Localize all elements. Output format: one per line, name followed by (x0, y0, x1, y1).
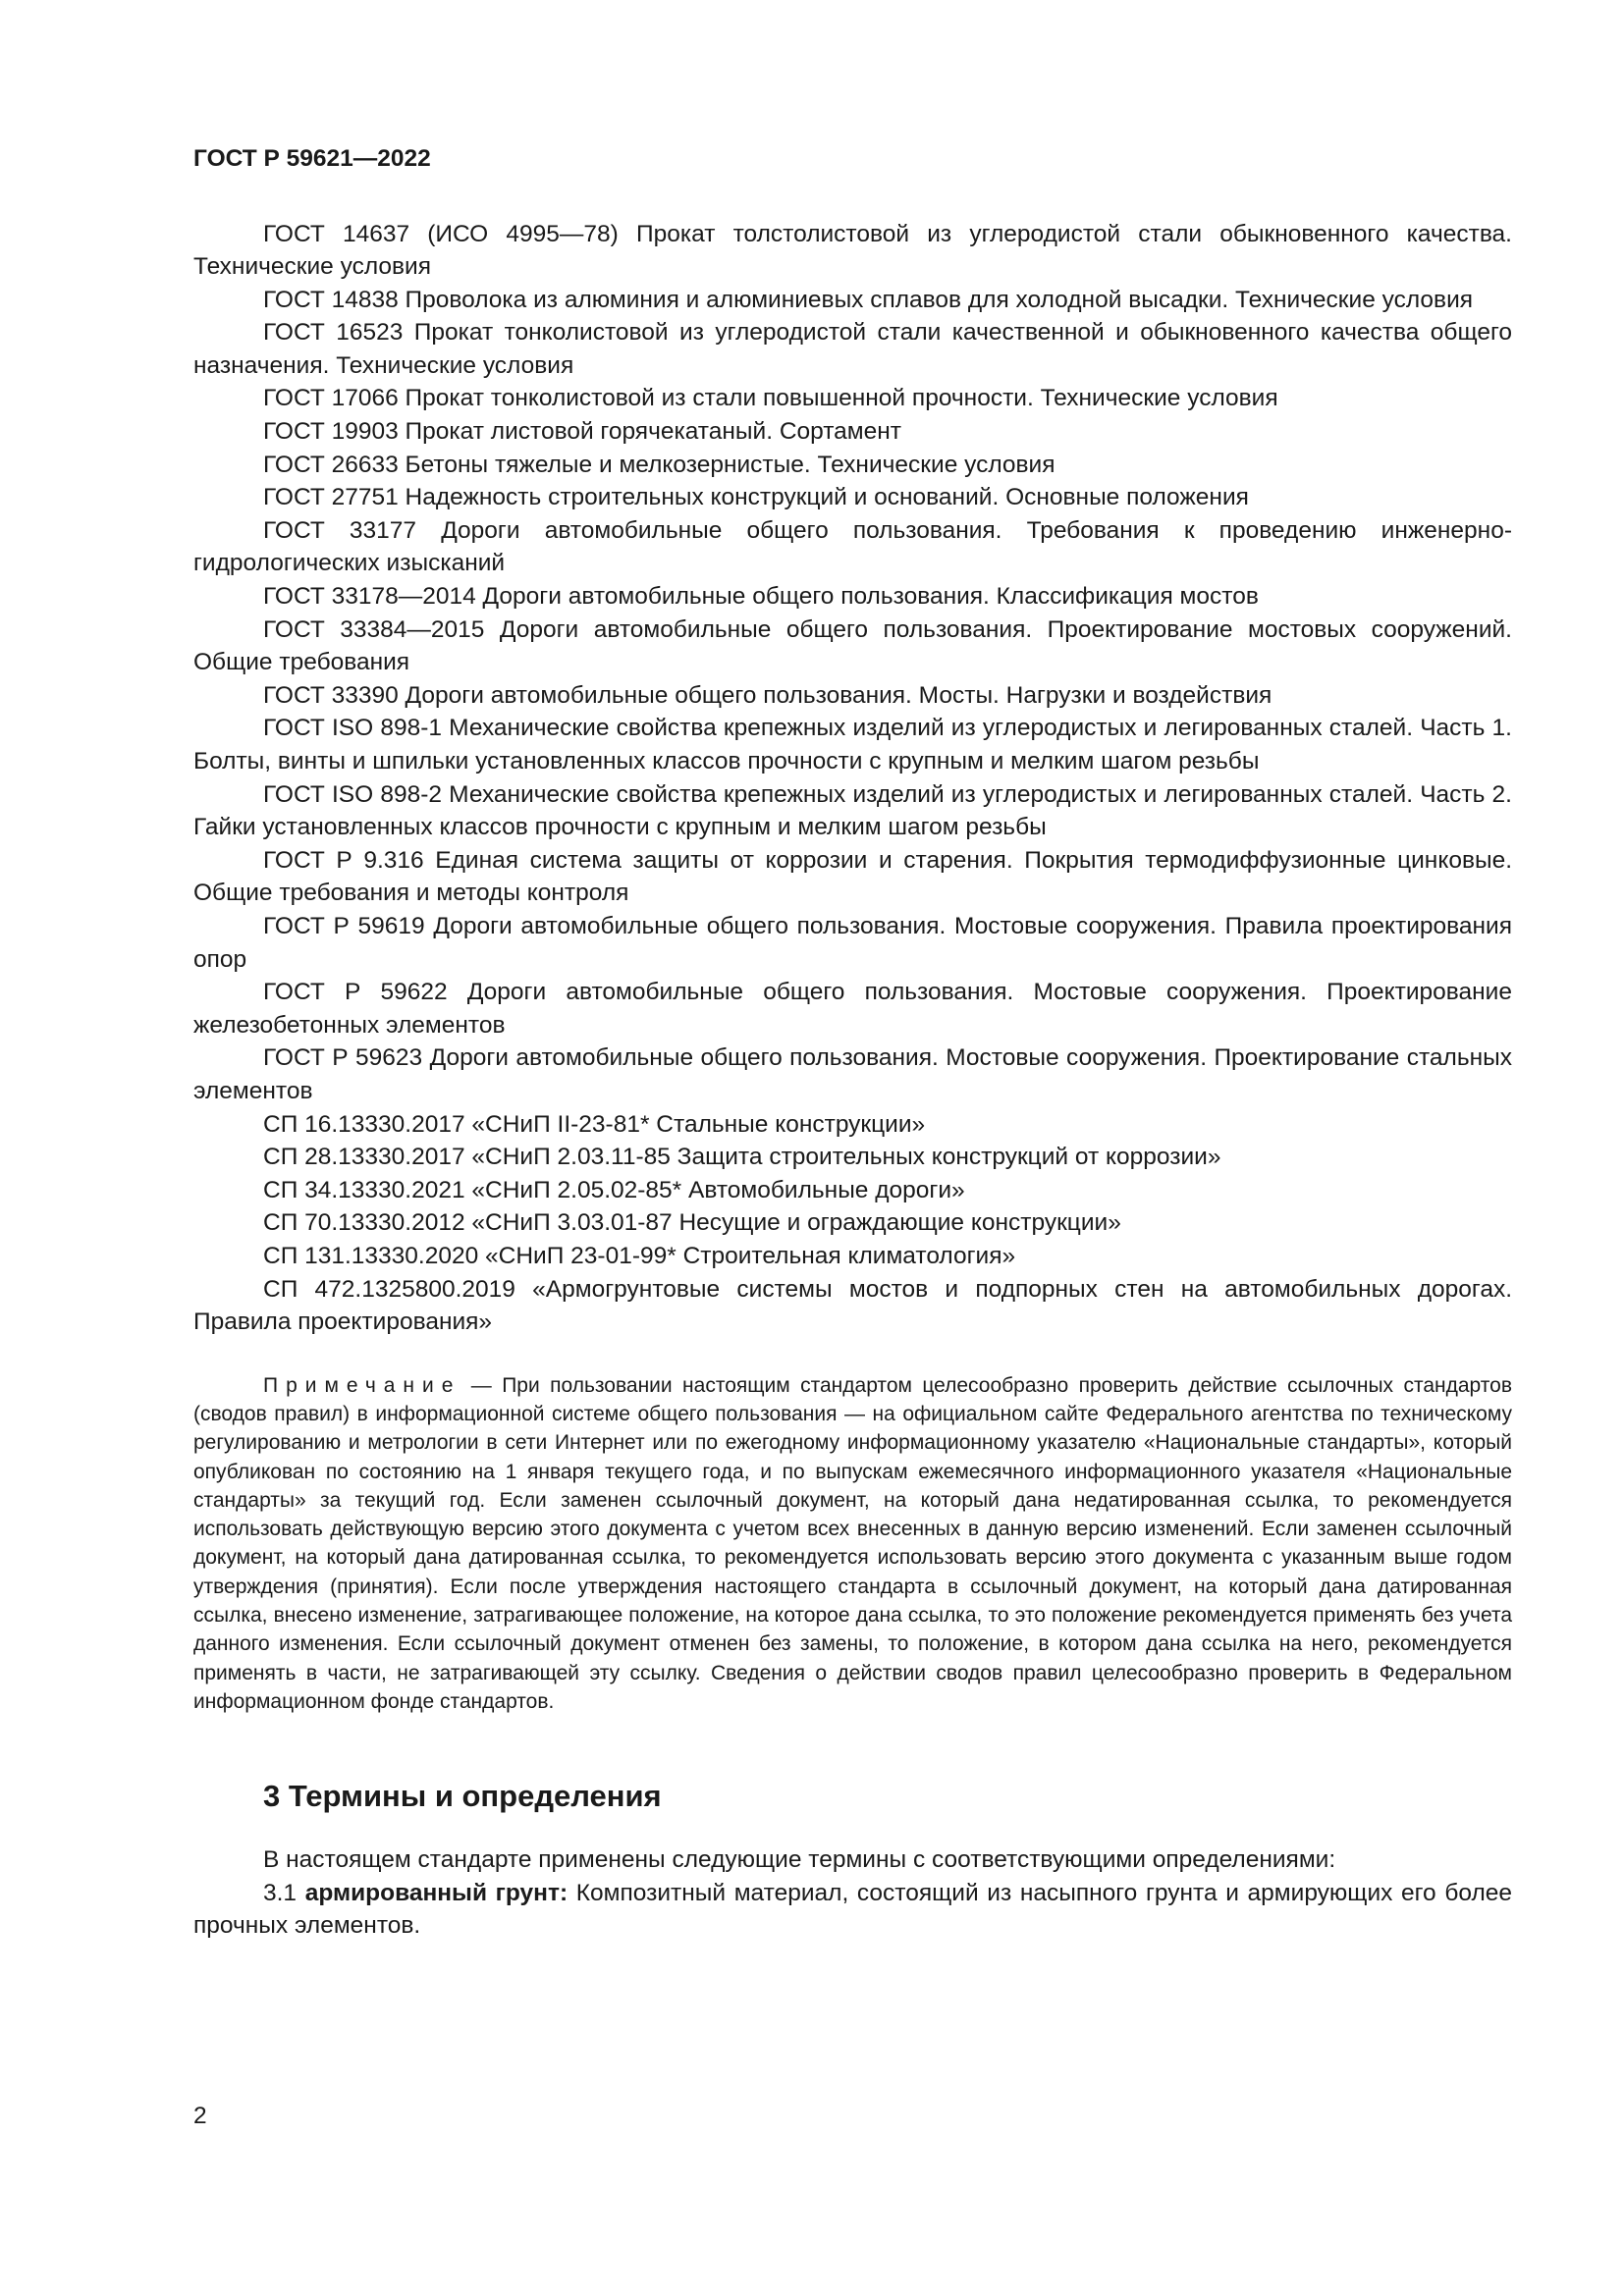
reference-item: ГОСТ 14838 Проволока из алюминия и алюминиевых сплавов для холодной высадки. Технические условия (263, 286, 1474, 313)
page (193, 147, 1512, 1943)
reference-item: ГОСТ 33177 Дороги автомобильные общего пользования. Требования к проведению инженерно-гидрологических изысканий (193, 516, 1512, 577)
page-number: 2 (193, 2103, 207, 2129)
section-intro: В настоящем стандарте применены следующие термины с соответствующими определениями: (263, 1846, 1336, 1874)
reference-item: ГОСТ 14637 (ИСО 4995—78) Прокат толстолистовой из углеродистой стали обыкновенного качества. Технические условия (193, 220, 1512, 281)
reference-item: ГОСТ 19903 Прокат листовой горячекатаный. Сортамент (263, 418, 902, 446)
section-title: 3 Термины и определения (263, 1779, 662, 1814)
reference-item: ГОСТ Р 59623 Дороги автомобильные общего пользования. Мостовые сооружения. Проектирование стальных элементов (193, 1044, 1512, 1104)
reference-item: ГОСТ 26633 Бетоны тяжелые и мелкозернистые. Технические условия (263, 451, 1056, 478)
reference-item: СП 34.13330.2021 «СНиП 2.05.02-85* Автомобильные дороги» (263, 1176, 965, 1203)
reference-item: ГОСТ 16523 Прокат тонколистовой из углеродистой стали качественной и обыкновенного качества общего назначения. Технические условия (193, 319, 1512, 379)
note-paragraph (193, 1371, 1512, 1717)
reference-item: ГОСТ 33178—2014 Дороги автомобильные общего пользования. Классификация мостов (263, 583, 1259, 611)
reference-item: СП 16.13330.2017 «СНиП II-23-81* Стальные конструкции» (263, 1110, 926, 1138)
reference-item: ГОСТ 17066 Прокат тонколистовой из стали повышенной прочности. Технические условия (263, 385, 1278, 412)
reference-item: ГОСТ ISO 898-1 Механические свойства крепежных изделий из углеродистых и легированных сталей. Часть 1. Болты, винты и шпильки установленных классов прочности с крупным и мелким шагом резьбы (193, 715, 1512, 774)
note-text: — При пользовании настоящим стандартом целесообразно проверить действие ссылочных стандартов (сводов правил) в информационной системе общего пользования — на официальном сайте Федерального агентства по техническому регулированию и метрологии в сети Интернет или по ежегодному информационному указателю «Национальные стандарты», который опубликован по состоянию на 1 января текущего года, и по выпускам ежемесячного информационного указателя «Национальные стандарты» за текущий год. Если заменен ссылочный документ, на который дана недатированная ссылка, то рекомендуется использовать действующую версию этого документа с учетом всех внесенных в данную версию изменений. Если заменен ссылочный документ, на который дана датированная ссылка, то рекомендуется использовать версию этого документа с указанным выше годом утверждения (принятия). Если после утверждения настоящего стандарта в ссылочный документ, на который дана датированная ссылка, внесено изменение, затрагивающее положение, на которое дана ссылка, то это положение рекомендуется применять без учета данного изменения. Если ссылочный документ отменен без замены, то положение, в котором дана ссылка на него, рекомендуется применять в части, не затрагивающей эту ссылку. Сведения о действии сводов правил целесообразно проверить в Федеральном информационном фонде стандартов. (193, 1373, 1512, 1713)
note-block (193, 1371, 1512, 1717)
reference-item: СП 131.13330.2020 «СНиП 23-01-99* Строительная климатология» (263, 1242, 1016, 1269)
reference-item: СП 472.1325800.2019 «Армогрунтовые системы мостов и подпорных стен на автомобильных дорогах. Правила проектирования» (193, 1275, 1512, 1336)
reference-item: ГОСТ Р 9.316 Единая система защиты от коррозии и старения. Покрытия термодиффузионные цинковые. Общие требования и методы контроля (193, 846, 1512, 907)
reference-item: ГОСТ Р 59622 Дороги автомобильные общего пользования. Мостовые сооружения. Проектирование железобетонных элементов (193, 979, 1512, 1039)
normative-references (193, 218, 1512, 1339)
reference-item: ГОСТ ISO 898-2 Механические свойства крепежных изделий из углеродистых и легированных сталей. Часть 2. Гайки установленных классов прочности с крупным и мелким шагом резьбы (193, 780, 1512, 841)
reference-item: СП 28.13330.2017 «СНиП 2.03.11-85 Защита строительных конструкций от коррозии» (263, 1144, 1221, 1171)
reference-item: ГОСТ Р 59619 Дороги автомобильные общего пользования. Мостовые сооружения. Правила проектирования опор (193, 912, 1512, 973)
document-header: ГОСТ Р 59621—2022 (193, 145, 431, 172)
note-label: Примечание (263, 1373, 461, 1397)
term-definition (193, 1877, 1512, 1943)
term-number: 3.1 (263, 1879, 305, 1906)
term-text: Композитный материал, состоящий из насыпного грунта и армирующих его более прочных элементов. (193, 1879, 1512, 1940)
term-name: армированный грунт: (304, 1879, 568, 1906)
section-body (193, 1843, 1512, 1943)
reference-item: ГОСТ 33384—2015 Дороги автомобильные общего пользования. Проектирование мостовых сооружений. Общие требования (193, 615, 1512, 676)
reference-item: ГОСТ 27751 Надежность строительных конструкций и оснований. Основные положения (263, 484, 1249, 511)
reference-item: ГОСТ 33390 Дороги автомобильные общего пользования. Мосты. Нагрузки и воздействия (263, 681, 1272, 709)
reference-item: СП 70.13330.2012 «СНиП 3.03.01-87 Несущие и ограждающие конструкции» (263, 1209, 1121, 1237)
